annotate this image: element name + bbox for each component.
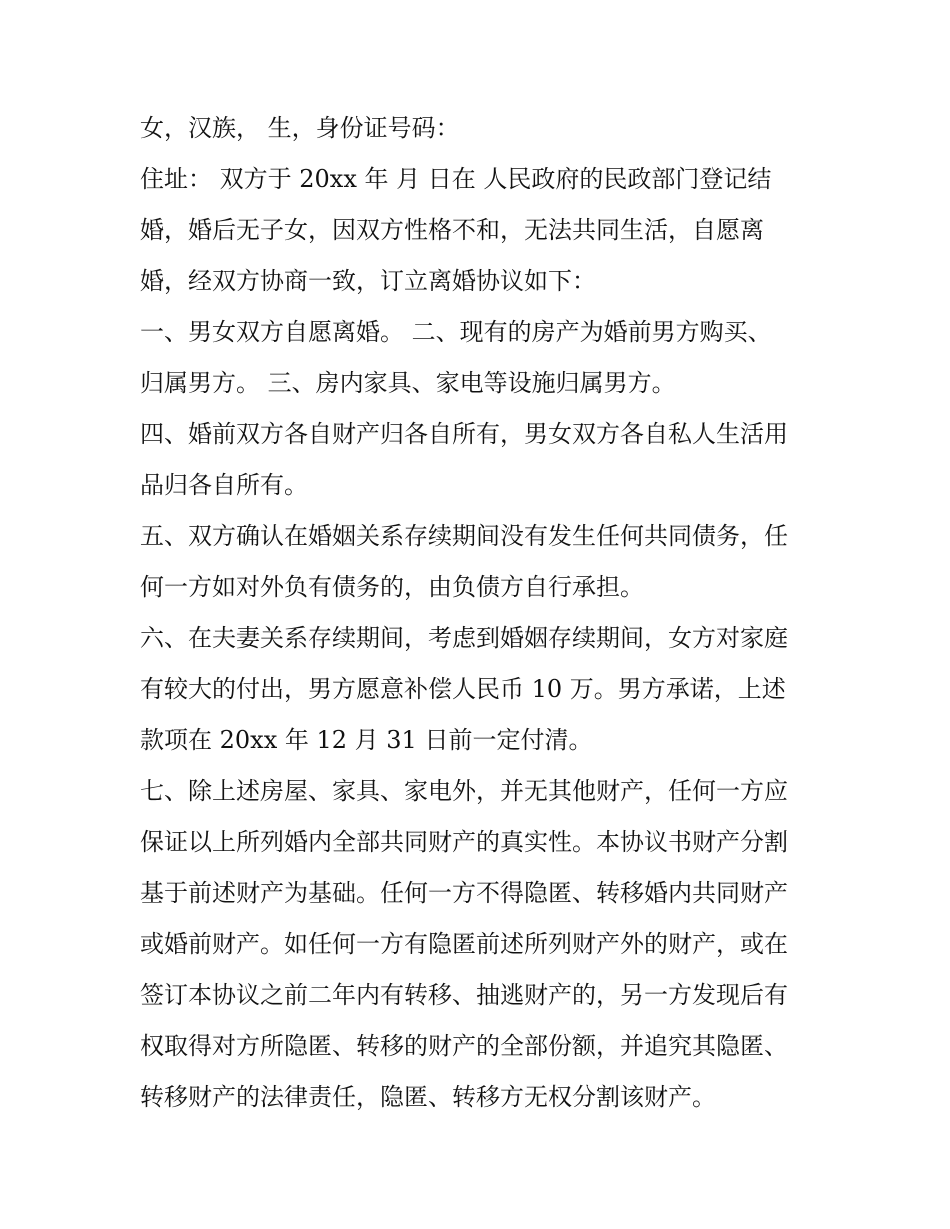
text-line: 住址： 双方于 20xx 年 月 日在 人民政府的民政部门登记结 [140, 165, 772, 193]
text-line: 基于前述财产为基础。任何一方不得隐匿、转移婚内共同财产 [140, 879, 788, 907]
text-line: 婚，婚后无子女，因双方性格不和，无法共同生活，自愿离 [140, 216, 764, 244]
text-line: 款项在 20xx 年 12 月 31 日前一定付清。 [140, 726, 593, 754]
text-line: 六、在夫妻关系存续期间，考虑到婚姻存续期间，女方对家庭 [140, 624, 788, 652]
text-line: 转移财产的法律责任，隐匿、转移方无权分割该财产。 [140, 1083, 716, 1111]
text-line: 或婚前财产。如任何一方有隐匿前述所列财产外的财产，或在 [140, 930, 788, 958]
text-line: 签订本协议之前二年内有转移、抽逃财产的，另一方发现后有 [140, 981, 788, 1009]
text-line: 权取得对方所隐匿、转移的财产的全部份额，并追究其隐匿、 [140, 1032, 788, 1060]
text-line: 有较大的付出，男方愿意补偿人民币 10 万。男方承诺，上述 [140, 675, 786, 703]
text-line: 七、除上述房屋、家具、家电外，并无其他财产，任何一方应 [140, 777, 788, 805]
text-line: 品归各自所有。 [140, 471, 308, 499]
text-line: 何一方如对外负有债务的，由负债方自行承担。 [140, 573, 644, 601]
text-line: 五、双方确认在婚姻关系存续期间没有发生任何共同债务，任 [140, 522, 788, 550]
text-line: 归属男方。 三、房内家具、家电等设施归属男方。 [140, 369, 676, 397]
text-line: 四、婚前双方各自财产归各自所有，男女双方各自私人生活用 [140, 420, 788, 448]
document-body [140, 103, 820, 1123]
text-line: 一、男女双方自愿离婚。 二、现有的房产为婚前男方购买、 [140, 318, 772, 346]
text-line: 女，汉族， 生，身份证号码： [140, 114, 460, 142]
text-line: 保证以上所列婚内全部共同财产的真实性。本协议书财产分割 [140, 828, 788, 856]
text-line: 婚，经双方协商一致，订立离婚协议如下： [140, 267, 596, 295]
